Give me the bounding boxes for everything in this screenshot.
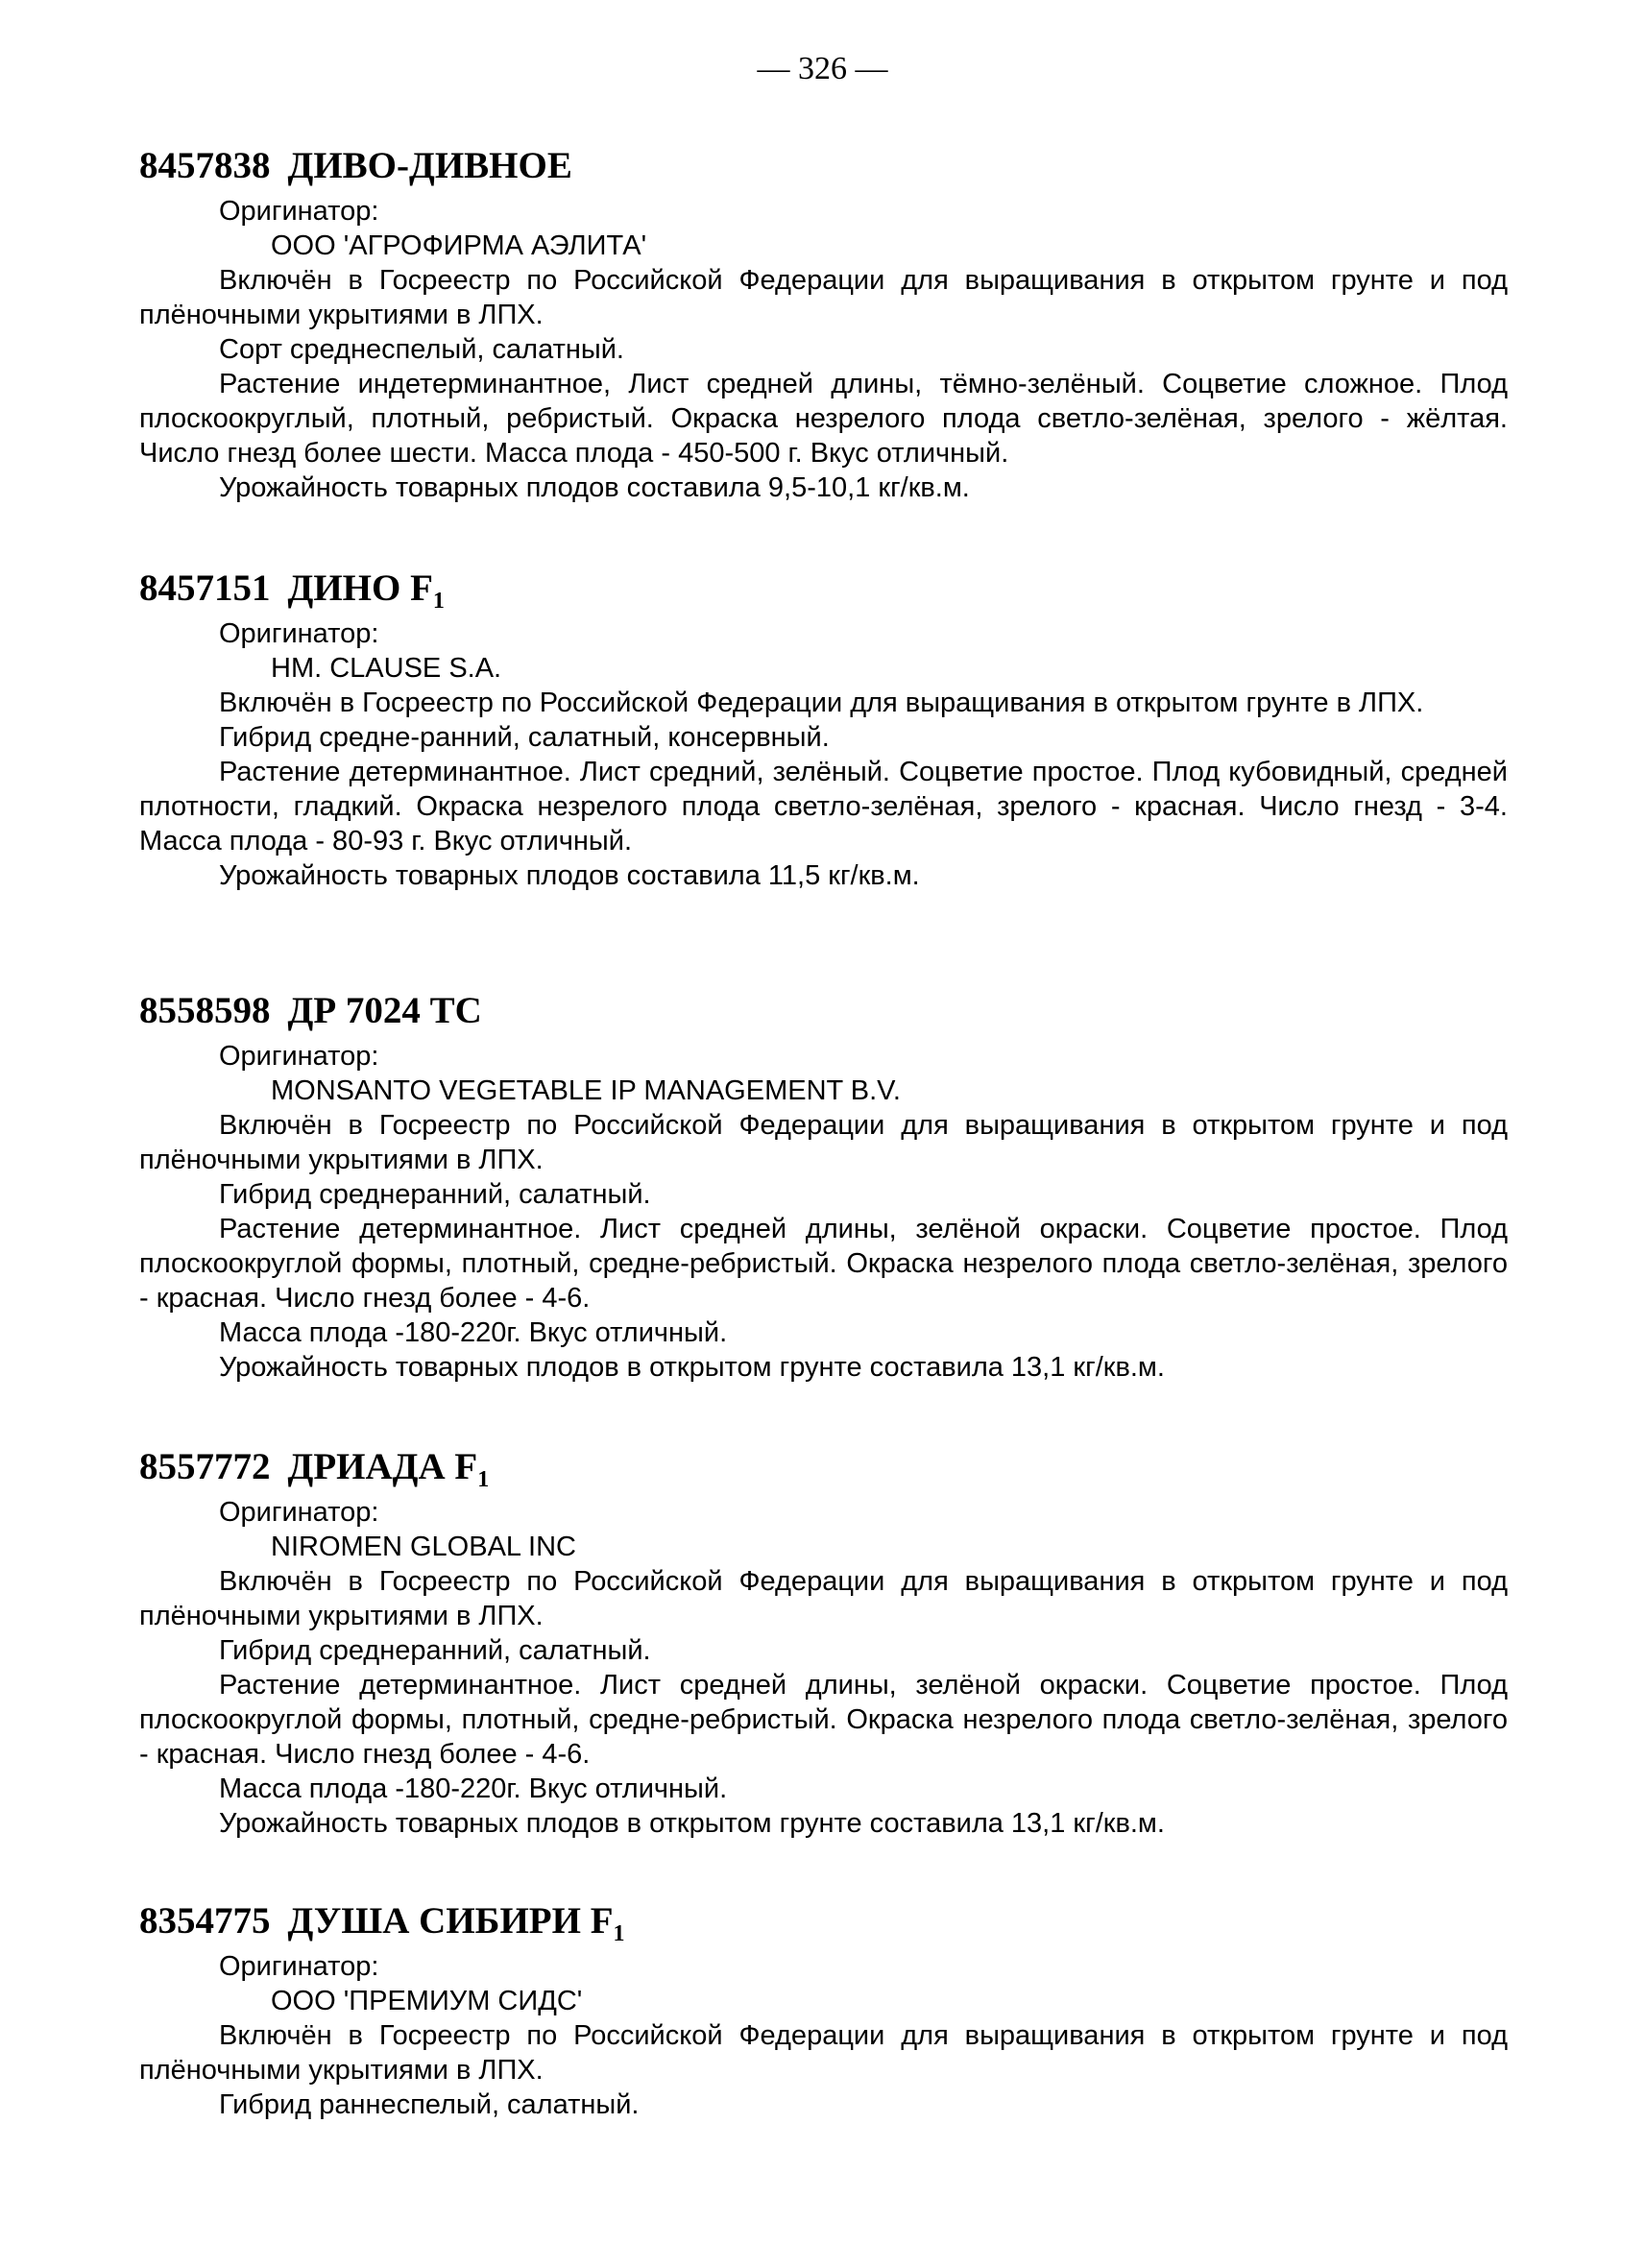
hybrid-subscript: 1 (477, 1467, 490, 1492)
originator-name: ООО 'АГРОФИРМА АЭЛИТА' (271, 230, 647, 261)
entry-title (139, 1899, 1508, 1946)
entry-code: 8557772 (139, 1446, 271, 1487)
entry-paragraph: Урожайность товарных плодов в открытом грунте составила 13,1 кг/кв.м. (219, 1352, 1165, 1383)
entry-paragraph: Гибрид средне-ранний, салатный, консервный. (219, 722, 830, 753)
entry-paragraph: Масса плода -180-220г. Вкус отличный. (219, 1317, 728, 1348)
entry-paragraph: Гибрид среднеранний, салатный. (219, 1635, 651, 1666)
originator-name: HM. CLAUSE S.A. (271, 653, 502, 684)
entry-code: 8354775 (139, 1900, 271, 1942)
entry-paragraph: Растение детерминантное. Лист средней длины, зелёной окраски. Соцветие простое. Плод плоскоокруглой формы, плотный, средне-ребристый. Окраска незрелого плода светло-зелёная, зрелого - красная. Число гнезд более - 4-6. (139, 1670, 1508, 1770)
originator-label: Оригинатор: (219, 1041, 379, 1072)
variety-entry (139, 1899, 1508, 2122)
entry-paragraph: Сорт среднеспелый, салатный. (219, 334, 624, 365)
entry-name: ДИВО-ДИВНОЕ (287, 145, 572, 186)
entry-paragraph: Включён в Госреестр по Российской Федерации для выращивания в открытом грунте и под плёночными укрытиями в ЛПХ. (139, 265, 1508, 330)
entry-paragraph: Урожайность товарных плодов в открытом грунте составила 13,1 кг/кв.м. (219, 1808, 1165, 1839)
entry-paragraph: Урожайность товарных плодов составила 11,5 кг/кв.м. (219, 860, 920, 891)
originator-name: MONSANTO VEGETABLE IP MANAGEMENT B.V. (271, 1075, 901, 1106)
entry-title (139, 989, 1508, 1033)
entry-paragraph: Растение детерминантное. Лист средний, зелёный. Соцветие простое. Плод кубовидный, средней плотности, гладкий. Окраска незрелого плода светло-зелёная, зрелого - красная. Число гнезд - 3-4. Масса плода - 80-93 г. Вкус отличный. (139, 757, 1508, 857)
entry-paragraph: Растение индетерминантное, Лист средней длины, тёмно-зелёный. Соцветие сложное. Плод плоскоокруглый, плотный, ребристый. Окраска незрелого плода светло-зелёная, зрелого - жёлтая. Число гнезд более шести. Масса плода - 450-500 г. Вкус отличный. (139, 369, 1508, 469)
entry-name: ДР 7024 ТС (287, 990, 482, 1031)
entry-name: ДРИАДА F (287, 1446, 478, 1487)
entry-paragraph: Гибрид среднеранний, салатный. (219, 1179, 651, 1210)
entry-name: ДУША СИБИРИ F (287, 1900, 614, 1942)
hybrid-subscript: 1 (613, 1921, 625, 1946)
entry-title (139, 1445, 1508, 1492)
entry-code: 8457838 (139, 145, 271, 186)
entry-paragraph: Урожайность товарных плодов составила 9,5-10,1 кг/кв.м. (219, 472, 970, 503)
entry-code: 8558598 (139, 990, 271, 1031)
originator-label: Оригинатор: (219, 196, 379, 227)
entry-title (139, 144, 1508, 188)
variety-entry (139, 989, 1508, 1385)
entry-paragraph: Гибрид раннеспелый, салатный. (219, 2089, 640, 2120)
entry-paragraph: Растение детерминантное. Лист средней длины, зелёной окраски. Соцветие простое. Плод плоскоокруглой формы, плотный, средне-ребристый. Окраска незрелого плода светло-зелёная, зрелого - красная. Число гнезд более - 4-6. (139, 1214, 1508, 1314)
entry-title (139, 567, 1508, 614)
variety-entry (139, 1445, 1508, 1841)
entry-paragraph: Включён в Госреестр по Российской Федерации для выращивания в открытом грунте в ЛПХ. (219, 688, 1424, 718)
entry-paragraph: Масса плода -180-220г. Вкус отличный. (219, 1773, 728, 1804)
originator-label: Оригинатор: (219, 1497, 379, 1528)
entry-paragraph: Включён в Госреестр по Российской Федерации для выращивания в открытом грунте и под плёночными укрытиями в ЛПХ. (139, 1566, 1508, 1631)
entry-paragraph: Включён в Госреестр по Российской Федерации для выращивания в открытом грунте и под плёночными укрытиями в ЛПХ. (139, 1110, 1508, 1175)
entry-code: 8457151 (139, 567, 271, 609)
originator-label: Оригинатор: (219, 1951, 379, 1982)
variety-entry (139, 567, 1508, 893)
hybrid-subscript: 1 (432, 589, 445, 614)
variety-entry (139, 144, 1508, 505)
entry-name: ДИНО F (287, 567, 433, 609)
originator-label: Оригинатор: (219, 618, 379, 649)
entry-paragraph: Включён в Госреестр по Российской Федерации для выращивания в открытом грунте и под плёночными укрытиями в ЛПХ. (139, 2020, 1508, 2086)
page-number: — 326 — (757, 51, 888, 86)
originator-name: NIROMEN GLOBAL INC (271, 1532, 576, 1562)
originator-name: ООО 'ПРЕМИУМ СИДС' (271, 1986, 583, 2016)
